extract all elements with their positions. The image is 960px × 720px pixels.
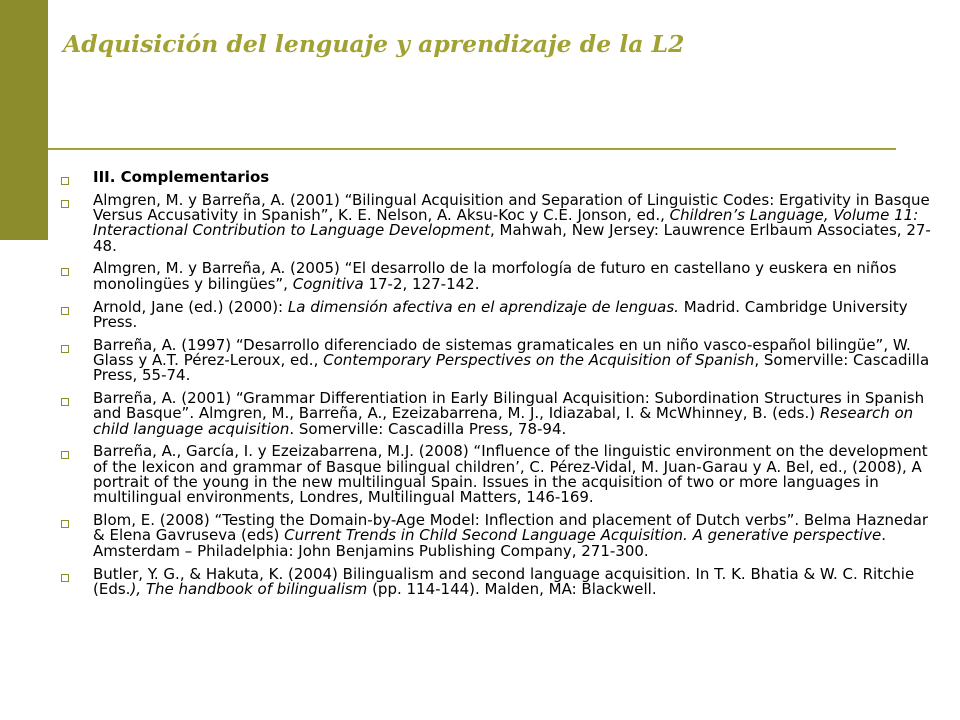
list-item: [56, 335, 936, 385]
list-item: [56, 170, 936, 185]
square-outline-bullet-icon: [61, 268, 69, 276]
list-item: [56, 391, 936, 437]
italic-segment: ), The handbook of bilingualism: [130, 579, 368, 598]
list-item-text: [93, 168, 269, 186]
text-segment: . Amsterdam – Philadelphia: John Benjamins Publishing Company, 271-300.: [93, 526, 887, 560]
square-outline-bullet-icon: [61, 345, 69, 353]
list-item: [56, 261, 936, 292]
list-item-text: [93, 259, 897, 292]
text-segment: Almgren, M. y Barreña, A. (2005) “El desarrollo de la morfología de futuro en castellano y euskera en niños monolingües y bilingües”,: [93, 259, 897, 293]
square-outline-bullet-icon: [61, 200, 69, 208]
text-segment: Blom, E. (2008) “Testing the Domain-by-Age Model: Inflection and placement of Dutch verbs”. Belma Haznedar & Elena Gavruseva (eds): [93, 511, 929, 545]
italic-segment: Research on child language acquisition: [93, 404, 914, 438]
text-segment: Barreña, A. (1997) “Desarrollo diferenciado de sistemas gramaticales en un niño vasco-español bilingüe”, W. Glass y A.T. Pérez-Leroux, ed.,: [93, 335, 911, 369]
list-item: [56, 444, 936, 505]
italic-segment: Current Trends in Child Second Language Acquisition. A generative perspective: [284, 526, 882, 545]
square-outline-bullet-icon: [61, 574, 69, 582]
text-segment: , Mahwah, New Jersey: Lauwrence Erlbaum Associates, 27-48.: [93, 221, 931, 255]
text-segment: 17-2, 127-142.: [363, 274, 480, 293]
text-segment: Barreña, A., García, I. y Ezeizabarrena, M.J. (2008) “Influence of the linguistic environment on the development of the lexicon and grammar of Basque bilingual children’, C. Pérez-Vidal, M. Juan-Garau y A. Bel, ed., (2008), A portrait of the young in the new multilingual Spain. Issues in the acquisition of two or more languages in multilingual environments, Londres, Multilingual Matters, 146-169.: [93, 442, 928, 507]
list-item-text: [93, 442, 928, 506]
list-item-text: [93, 565, 914, 598]
square-outline-bullet-icon: [61, 177, 69, 185]
list-item: [56, 297, 936, 331]
square-outline-bullet-icon: [61, 307, 69, 315]
italic-segment: La dimensión afectiva en el aprendizaje de lenguas.: [287, 297, 679, 316]
list-item-text: [93, 389, 924, 438]
list-item-text: [93, 298, 908, 331]
list-item-text: [93, 511, 928, 560]
title-divider: [48, 148, 896, 150]
list-item-text: [93, 191, 931, 255]
text-segment: Arnold, Jane (ed.) (2000):: [93, 297, 288, 316]
list-item: [56, 513, 936, 559]
text-segment: Butler, Y. G., & Hakuta, K. (2004) Bilingualism and second language acquisition. In T. K. Bhatia & W. C. Ritchie (Eds.: [93, 564, 915, 598]
text-segment: , Somerville: Cascadilla Press, 55-74.: [93, 350, 930, 385]
text-segment: (pp. 114-144). Malden, MA: Blackwell.: [367, 579, 657, 598]
italic-segment: Cognitiva: [292, 274, 364, 293]
text-segment: III. Complementarios: [93, 168, 270, 186]
accent-bar: [0, 0, 48, 240]
square-outline-bullet-icon: [61, 398, 69, 406]
list-item: [56, 190, 936, 255]
list-item: [56, 564, 936, 598]
text-segment: Barreña, A. (2001) “Grammar Differentiation in Early Bilingual Acquisition: Subordination Structures in Spanish and Basque”. Almgren, M., Barreña, A., Ezeizabarrena, M. J., Idiazabal, I. & McWhinney, B. (eds.): [93, 389, 925, 423]
text-segment: Madrid. Cambridge University Press.: [93, 297, 908, 331]
square-outline-bullet-icon: [61, 451, 69, 459]
text-segment: Almgren, M. y Barreña, A. (2001) “Bilingual Acquisition and Separation of Linguistic Codes: Ergativity in Basque Versus Accusativity in Spanish”, K. E. Nelson, A. Aksu-Koc y C.E. Jonson, ed.,: [93, 190, 930, 225]
italic-segment: Contemporary Perspectives on the Acquisition of Spanish: [323, 350, 755, 369]
text-segment: . Somerville: Cascadilla Press, 78-94.: [289, 419, 567, 438]
reference-list: [56, 170, 936, 605]
slide-title: Adquisición del lenguaje y aprendizaje de la L2: [63, 30, 685, 58]
italic-segment: Children’s Language, Volume 11: Interactional Contribution to Language Development: [93, 206, 919, 240]
square-outline-bullet-icon: [61, 520, 69, 528]
list-item-text: [93, 336, 929, 385]
